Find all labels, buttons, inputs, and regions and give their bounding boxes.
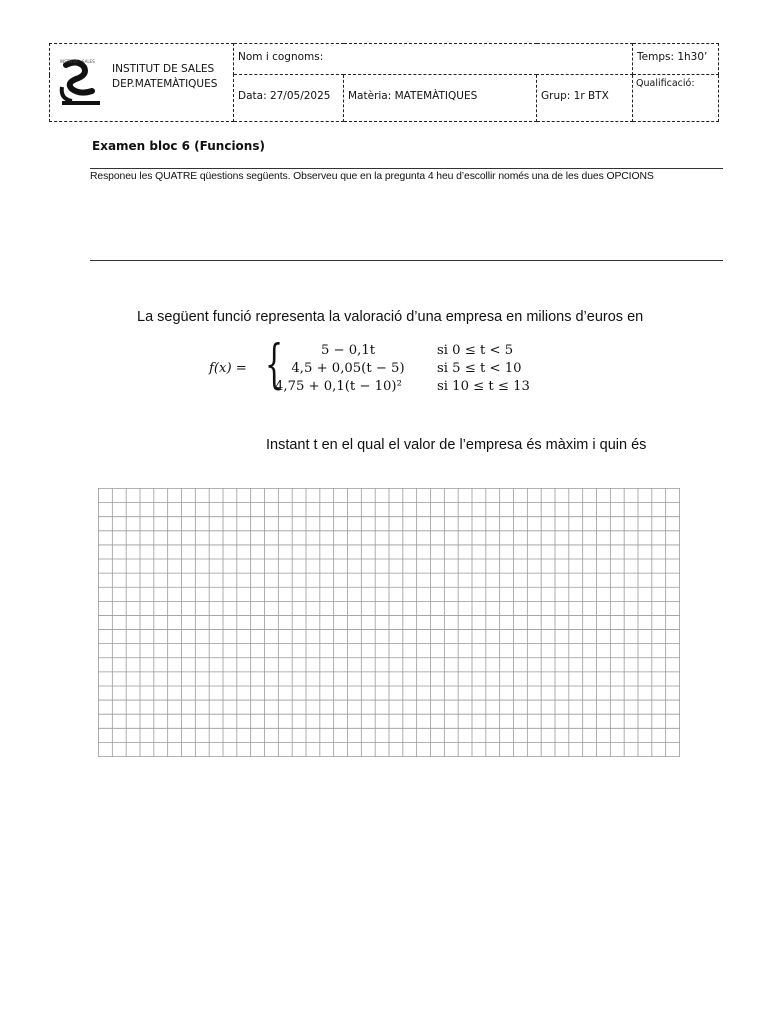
piece-condition: si 0 ≤ t < 5 <box>437 343 514 358</box>
subject-cell <box>344 75 537 122</box>
function-name: f(x) = <box>209 361 247 376</box>
name-field[interactable] <box>234 44 633 75</box>
time-label: Temps: 1h30’ <box>637 51 708 63</box>
name-label: Nom i cognoms: <box>238 51 324 63</box>
piece-expression: 4,75 + 0,1(t − 10)² <box>275 379 402 394</box>
brace-symbol: { <box>265 335 284 395</box>
school-name <box>112 62 217 92</box>
instructions: Responeu les QUATRE qüestions següents. Observeu que en la pregunta 4 heu d’escollir només una de les dues OPCIONS <box>90 171 654 182</box>
school-cell <box>50 44 234 122</box>
grade-field[interactable] <box>633 75 719 122</box>
svg-text:INSTITUT · SALES: INSTITUT · SALES <box>60 59 95 64</box>
piecewise-function <box>209 335 569 401</box>
group-label: Grup: 1r BTX <box>541 90 609 102</box>
question-text: Instant t en el qual el valor de l’empresa és màxim i quin és <box>266 437 647 453</box>
grid-lines <box>98 488 680 757</box>
divider <box>90 168 723 169</box>
problem-statement: La següent funció representa la valoració d’una empresa en milions d’euros en <box>137 309 644 325</box>
exam-header <box>49 43 719 122</box>
subject-label: Matèria: MATEMÀTIQUES <box>348 90 478 102</box>
school-name-line: INSTITUT DE SALES <box>112 63 215 75</box>
piece-condition: si 5 ≤ t < 10 <box>437 361 522 376</box>
answer-grid[interactable] <box>98 488 680 757</box>
date-cell <box>234 75 344 122</box>
divider <box>90 260 723 261</box>
grade-label: Qualificació: <box>636 78 695 89</box>
department-name: DEP.MATEMÀTIQUES <box>112 78 218 90</box>
piece-condition: si 10 ≤ t ≤ 13 <box>437 379 530 394</box>
school-logo <box>58 57 104 107</box>
exam-title: Examen bloc 6 (Funcions) <box>92 139 265 153</box>
date-label: Data: 27/05/2025 <box>238 90 331 102</box>
group-cell <box>537 75 633 122</box>
piece-expression: 4,5 + 0,05(t − 5) <box>291 361 405 376</box>
piece-expression: 5 − 0,1t <box>320 343 376 358</box>
time-cell <box>633 44 719 75</box>
